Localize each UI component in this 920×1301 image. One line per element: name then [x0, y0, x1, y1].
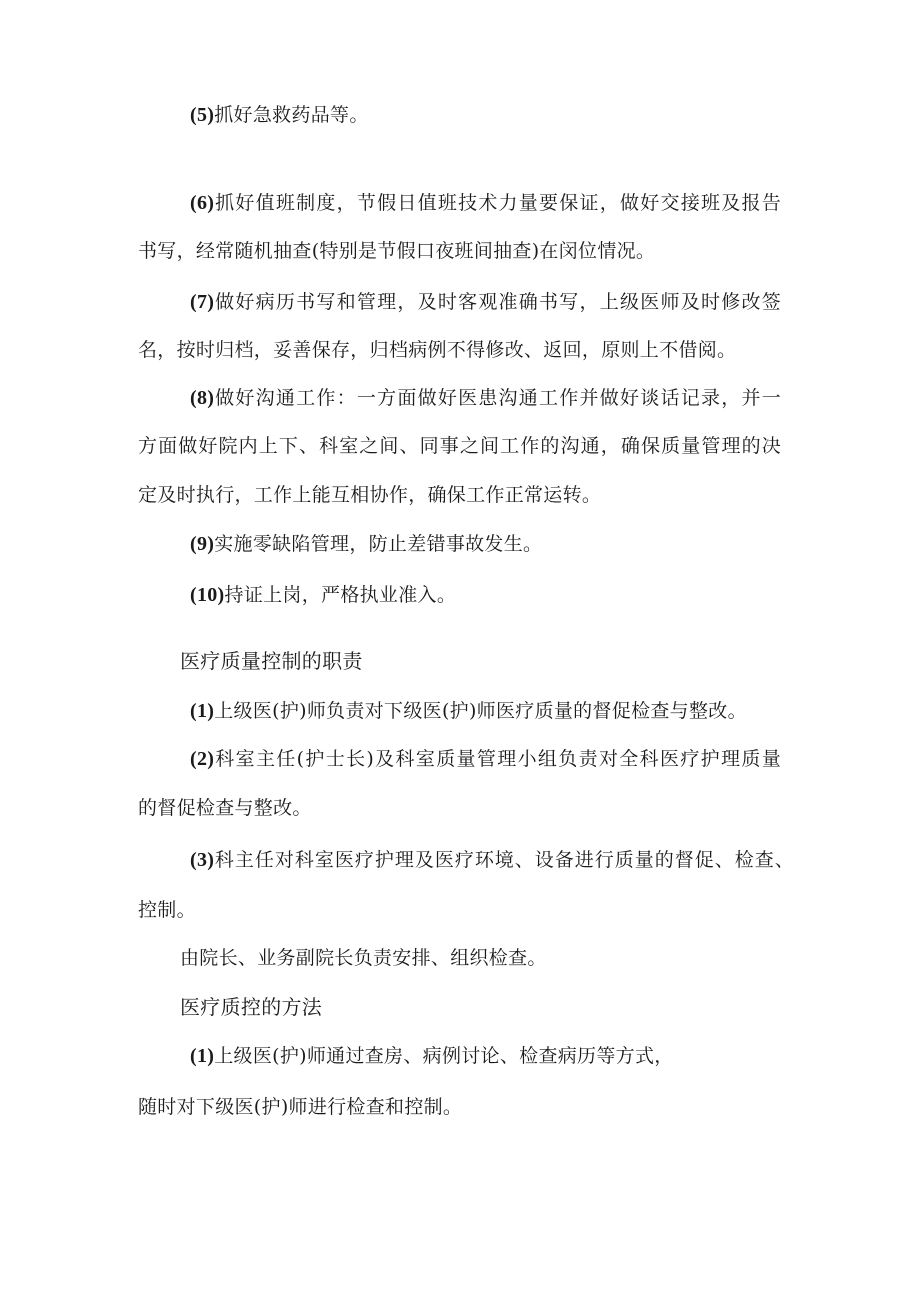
- responsibility-item-2-continuation: 的督促检查与整改。: [138, 797, 312, 819]
- item-number: (7): [190, 291, 215, 313]
- item-text: 做好沟通工作：一方面做好医患沟通工作并做好谈话记录，并一: [214, 387, 781, 409]
- item-number: (10): [190, 584, 225, 606]
- section-heading-responsibilities: 医疗质量控制的职责: [180, 649, 363, 673]
- item-text: 抓好值班制度，节假日值班技术力量要保证，做好交接班及报告: [214, 192, 781, 214]
- responsibility-item-2: [190, 745, 781, 773]
- item-8-continuation-2: 定及时执行，工作上能互相协作，确保工作正常运转。: [138, 484, 602, 506]
- item-number: (6): [190, 192, 215, 214]
- item-number: (1): [190, 700, 215, 722]
- item-9: [190, 530, 542, 558]
- method-item-1: [190, 1042, 674, 1070]
- item-number: (8): [190, 387, 215, 409]
- item-7-continuation: 名，按时归档，妥善保存，归档病例不得修改、返回，原则上不借阅。: [138, 339, 737, 361]
- item-7: [190, 288, 781, 316]
- item-8: [190, 384, 781, 412]
- item-text: 科室主任(护士长)及科室质量管理小组负责对全科医疗护理质量: [214, 748, 781, 770]
- item-6: [190, 189, 781, 217]
- item-8-continuation: 方面做好院内上下、科室之间、同事之间工作的沟通，确保质量管理的决: [138, 435, 781, 457]
- item-number: (3): [190, 849, 215, 871]
- item-10: [190, 581, 456, 609]
- item-text: 抓好急救药品等。: [214, 104, 369, 126]
- method-item-1-continuation: 随时对下级医(护)师进行检查和控制。: [138, 1096, 463, 1118]
- item-text: 上级医(护)师通过查房、病例讨论、检查病历等方式，: [214, 1045, 674, 1067]
- item-text: 做好病历书写和管理，及时客观准确书写，上级医师及时修改签: [214, 291, 781, 313]
- item-number: (1): [190, 1045, 215, 1067]
- item-text: 持证上岗，严格执业准入。: [224, 584, 457, 606]
- item-text: 实施零缺陷管理，防止差错事故发生。: [214, 533, 543, 555]
- responsibility-closing: 由院长、业务副院长负责安排、组织检查。: [180, 947, 547, 969]
- item-number: (2): [190, 748, 215, 770]
- responsibility-item-3-continuation: 控制。: [138, 899, 196, 921]
- item-5: [190, 101, 369, 129]
- item-number: (9): [190, 533, 215, 555]
- item-number: (5): [190, 104, 215, 126]
- responsibility-item-3: [190, 846, 794, 874]
- responsibility-item-1: [190, 697, 747, 725]
- item-text: 科主任对科室医疗护理及医疗环境、设备进行质量的督促、检查、: [214, 849, 794, 871]
- section-heading-methods: 医疗质控的方法: [180, 995, 323, 1019]
- item-6-continuation: 书写，经常随机抽查(特别是节假口夜班间抽查)在闵位情况。: [138, 240, 656, 262]
- item-text: 上级医(护)师负责对下级医(护)师医疗质量的督促检查与整改。: [214, 700, 747, 722]
